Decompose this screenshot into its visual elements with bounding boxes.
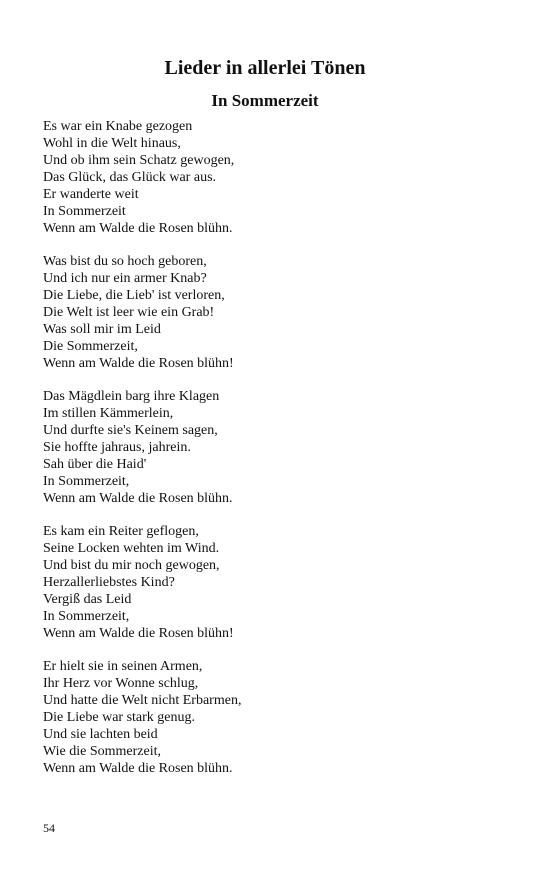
- poem-title: In Sommerzeit: [211, 91, 319, 110]
- poem-line: Herzallerliebstes Kind?: [43, 575, 175, 590]
- stanza-5: [43, 658, 523, 777]
- poem-line: Ihr Herz vor Wonne schlug,: [43, 676, 199, 691]
- poem-line: Die Liebe war stark genug.: [43, 710, 195, 725]
- poem-line: In Sommerzeit: [43, 204, 126, 219]
- poem-line: Wenn am Walde die Rosen blühn.: [43, 491, 233, 506]
- poem-line: Sie hoffte jahraus, jahrein.: [43, 440, 191, 455]
- poem-line: Und ich nur ein armer Knab?: [43, 271, 207, 286]
- poem-body: [43, 118, 523, 793]
- poem-line: Und durfte sie's Keinem sagen,: [43, 423, 218, 438]
- poem-line: In Sommerzeit,: [43, 609, 130, 624]
- poem-line: Die Sommerzeit,: [43, 339, 138, 354]
- poem-line: Was bist du so hoch geboren,: [43, 254, 207, 269]
- book-title: Lieder in allerlei Tönen: [164, 57, 366, 79]
- poem-line: Und sie lachten beid: [43, 727, 158, 742]
- poem-line: Im stillen Kämmerlein,: [43, 406, 174, 421]
- poem-line: Wohl in die Welt hinaus,: [43, 136, 181, 151]
- page-number: 54: [43, 821, 55, 835]
- poem-line: Er wanderte weit: [43, 187, 139, 202]
- poem-line: Es war ein Knabe gezogen: [43, 119, 193, 134]
- stanza-1: [43, 118, 523, 237]
- poem-line: Und hatte die Welt nicht Erbarmen,: [43, 693, 242, 708]
- stanza-4: [43, 523, 523, 642]
- poem-line: Die Liebe, die Lieb' ist verloren,: [43, 288, 225, 303]
- poem-line: Sah über die Haid': [43, 457, 147, 472]
- poem-line: In Sommerzeit,: [43, 474, 130, 489]
- poem-line: Und bist du mir noch gewogen,: [43, 558, 220, 573]
- poem-line: Was soll mir im Leid: [43, 322, 161, 337]
- poem-line: Er hielt sie in seinen Armen,: [43, 659, 203, 674]
- poem-line: Und ob ihm sein Schatz gewogen,: [43, 153, 235, 168]
- poem-line: Es kam ein Reiter geflogen,: [43, 524, 199, 539]
- poem-line: Das Glück, das Glück war aus.: [43, 170, 217, 185]
- poem-line: Wenn am Walde die Rosen blühn.: [43, 221, 233, 236]
- stanza-2: [43, 253, 523, 372]
- poem-line: Wenn am Walde die Rosen blühn.: [43, 761, 233, 776]
- poem-line: Vergiß das Leid: [43, 592, 132, 607]
- poem-line: Das Mägdlein barg ihre Klagen: [43, 389, 220, 404]
- poem-line: Die Welt ist leer wie ein Grab!: [43, 305, 215, 320]
- poem-line: Wie die Sommerzeit,: [43, 744, 162, 759]
- stanza-3: [43, 388, 523, 507]
- poem-line: Seine Locken wehten im Wind.: [43, 541, 220, 556]
- poem-line: Wenn am Walde die Rosen blühn!: [43, 626, 234, 641]
- poem-line: Wenn am Walde die Rosen blühn!: [43, 356, 234, 371]
